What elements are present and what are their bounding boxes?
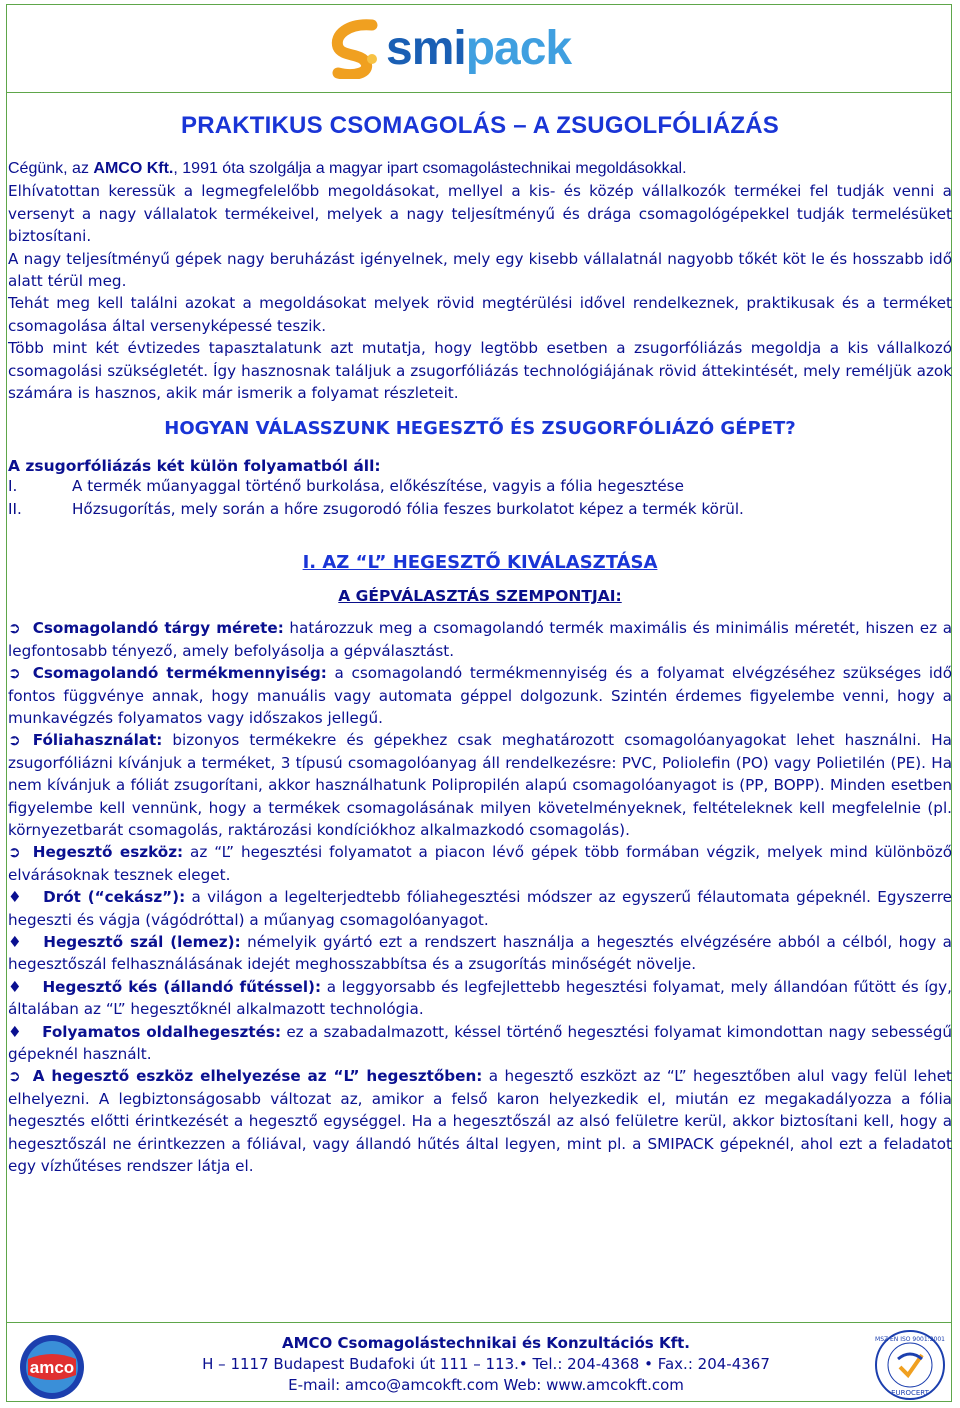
logo-wordmark: smipack — [386, 22, 572, 75]
intro-paragraph-2: Elhívatottan keressük a legmegfelelőbb megoldásokat, mellyel a kis- és közép vállalkozók termékei fel tudják venni a versenyt a nagy vállalatok termékeivel, melyek a nagy teljesítményű és drága csomagológépekkel tudják termelésüket biztosítani. — [8, 182, 952, 246]
criterion-item: ➲ Csomagolandó termékmennyiség: a csomagolandó termékmennyiség és a folyamat elvégzéséhez szükséges idő fontos függvénye annak, hogy manuális vagy automata géppel dolgozunk. Szintén érdemes figyelembe venni, hogy a munkavégzés folyamatos vagy időszakos jellegű. — [8, 664, 952, 727]
placement-item: ➲ A hegesztő eszköz elhelyezése az “L” hegesztőben: a hegesztő eszközt az “L” hegesztőben alul vagy felül lehet elhelyezni. A legbiztonságosabb változat az, amikor a felső karon helyezkedik el, miután ez megakadályozza a fólia hegesztés előtti érintkezését a hegesztő egységgel. Ha a hegesztőszál az alsó felületre kerül, akkor biztosítani kell, hogy a hegesztőszál ne érintkezzen a fóliával, vagy állandó hűtés által legyen, mint pl. a SMIPACK gépeknél, ahol ezt a feladatot egy vízhűtéses rendszer látja el. — [8, 1067, 952, 1176]
smipack-logo — [328, 14, 571, 84]
criterion-item: ➲ Csomagolandó tárgy mérete: határozzuk meg a csomagolandó termék maximális és minimális méretét, hiszen ez a legfontosabb tényező, amely befolyásolja a gépválasztást. — [8, 619, 952, 660]
footer-address: H – 1117 Budapest Budafoki út 111 – 113.• Tel.: 204-4368 • Fax.: 204-4367 — [202, 1355, 770, 1373]
tool-item: ♦ Drót (“cekász”): a világon a legelterjedtebb fóliahegesztési módszer az egyszerű félautomata gépeknél. Egyszerre hegeszti és vágja (vágódróttal) a műanyag csomagolóanyagot. — [8, 888, 952, 929]
intro-paragraph-3: A nagy teljesítményű gépek nagy beruházást igényelnek, mely egy kisebb vállalatnál nagyobb tőkét köt le és hosszabb idő alatt térül meg. — [8, 249, 952, 291]
intro-paragraph-5: Több mint két évtizedes tapasztalatunk azt mutatja, hogy legtöbb esetben a zsugorfóliázás megoldja a kis vállalkozó csomagolási szükségletét. Így hasznosnak találjuk a zsugorfóliázás technológiájának rövid áttekintését, mely reméljük azok számára is hasznos, akik már ismerik a folyamat részleteit. — [8, 339, 952, 403]
criterion-item: ➲ Hegesztő eszköz: az “L” hegesztési folyamatot a piacon lévő gépek több formában végzik, melyek mind különböző elvárásoknak tesznek eleget. — [8, 843, 952, 884]
page-title: PRAKTIKUS CSOMAGOLÁS – A ZSUGOLFÓLIÁZÁS — [180, 112, 780, 139]
arrow-bullet-icon: ➲ — [8, 731, 21, 750]
arrow-bullet-icon: ➲ — [8, 843, 21, 862]
diamond-bullet-icon: ♦ — [8, 977, 23, 996]
section-heading-question: HOGYAN VÁLASSZUNK HEGESZTŐ ÉS ZSUGORFÓLIÁZÓ GÉPET? — [164, 418, 796, 440]
process-item: I. A termék műanyaggal történő burkolása, előkészítése, vagyis a fólia hegesztése — [8, 477, 684, 496]
section-heading-l-welder: I. AZ “L” HEGESZTŐ KIVÁLASZTÁSA — [302, 552, 658, 574]
tool-item: ♦ Folyamatos oldalhegesztés: ez a szabadalmazott, késsel történő hegesztési folyamat kimondottan nagy sebességű gépeknél használt. — [8, 1022, 952, 1063]
arrow-bullet-icon: ➲ — [8, 619, 21, 638]
intro-paragraph-1: Cégünk, az AMCO Kft., 1991 óta szolgálja a magyar ipart csomagolástechnikai megoldásokkal. — [8, 160, 687, 177]
subsection-heading-criteria: A GÉPVÁLASZTÁS SZEMPONTJAI: — [338, 587, 622, 606]
footer-web: E-mail: amco@amcokft.com Web: www.amcokft.com — [288, 1376, 684, 1394]
header — [6, 4, 952, 93]
smipack-swirl-icon — [328, 19, 382, 79]
process-item: II. Hőzsugorítás, mely során a hőre zsugorodó fólia feszes burkolatot képez a termék körül. — [8, 499, 744, 518]
diamond-bullet-icon: ♦ — [8, 1022, 23, 1041]
svg-text:amco: amco — [29, 1358, 75, 1377]
tool-item: ♦ Hegesztő szál (lemez): némelyik gyártó ezt a rendszert használja a hegesztés elvégzésére abból a célból, hogy a hegesztőszál felhasználásának idejét meghosszabbítsa és a zsugorítás minőségét növelje. — [8, 932, 952, 974]
arrow-bullet-icon: ➲ — [8, 1067, 21, 1086]
footer — [6, 1322, 952, 1403]
tool-item: ♦ Hegesztő kés (állandó fűtéssel): a leggyorsabb és legfejlettebb hegesztési folyamat, mely állandóan fűtött és így, általában az “L” hegesztőknél alkalmazott technológia. — [8, 977, 952, 1019]
svg-text:EUROCERT: EUROCERT — [891, 1389, 929, 1397]
footer-contact — [116, 1333, 856, 1396]
diamond-bullet-icon: ♦ — [8, 888, 24, 907]
process-heading: A zsugorfóliázás két külön folyamatból áll: — [8, 457, 381, 476]
main-content — [8, 104, 952, 1177]
criterion-item: ➲ Fóliahasználat: bizonyos termékekre és gépekhez csak meghatározott csomagolóanyagokat lehet használni. Ha zsugorfóliázni kívánjuk a terméket, 3 típusú csomagolóanyag áll rendelkezésre: PVC, Poliolefin (PO) vagy Polietilén (PE). Ha nem kívánjuk a fóliát zsugorítani, akkor használhatunk Polipropilén alapú csomagolóanyagot is (PP, BOPP). Minden esetben figyelembe kell vennünk, hogy a termékek csomagolásának milyen követelményeknek, feltételeknek kell megfelelnie (pl. környezetbarát csomagolás, raktározási kondíciókhoz alkalmazkodó csomagolás). — [8, 731, 952, 839]
arrow-bullet-icon: ➲ — [8, 664, 21, 683]
diamond-bullet-icon: ♦ — [8, 932, 24, 951]
amco-logo-icon — [18, 1333, 86, 1401]
svg-text:MSZ EN ISO 9001:2001: MSZ EN ISO 9001:2001 — [875, 1336, 945, 1343]
iso-certificate-icon — [874, 1329, 946, 1401]
intro-paragraph-4: Tehát meg kell találni azokat a megoldásokat melyek rövid megtérülési idővel rendelkeznek, praktikusak és a terméket csomagolása által versenyképessé teszik. — [8, 294, 952, 335]
footer-company: AMCO Csomagolástechnikai és Konzultációs Kft. — [282, 1334, 690, 1352]
